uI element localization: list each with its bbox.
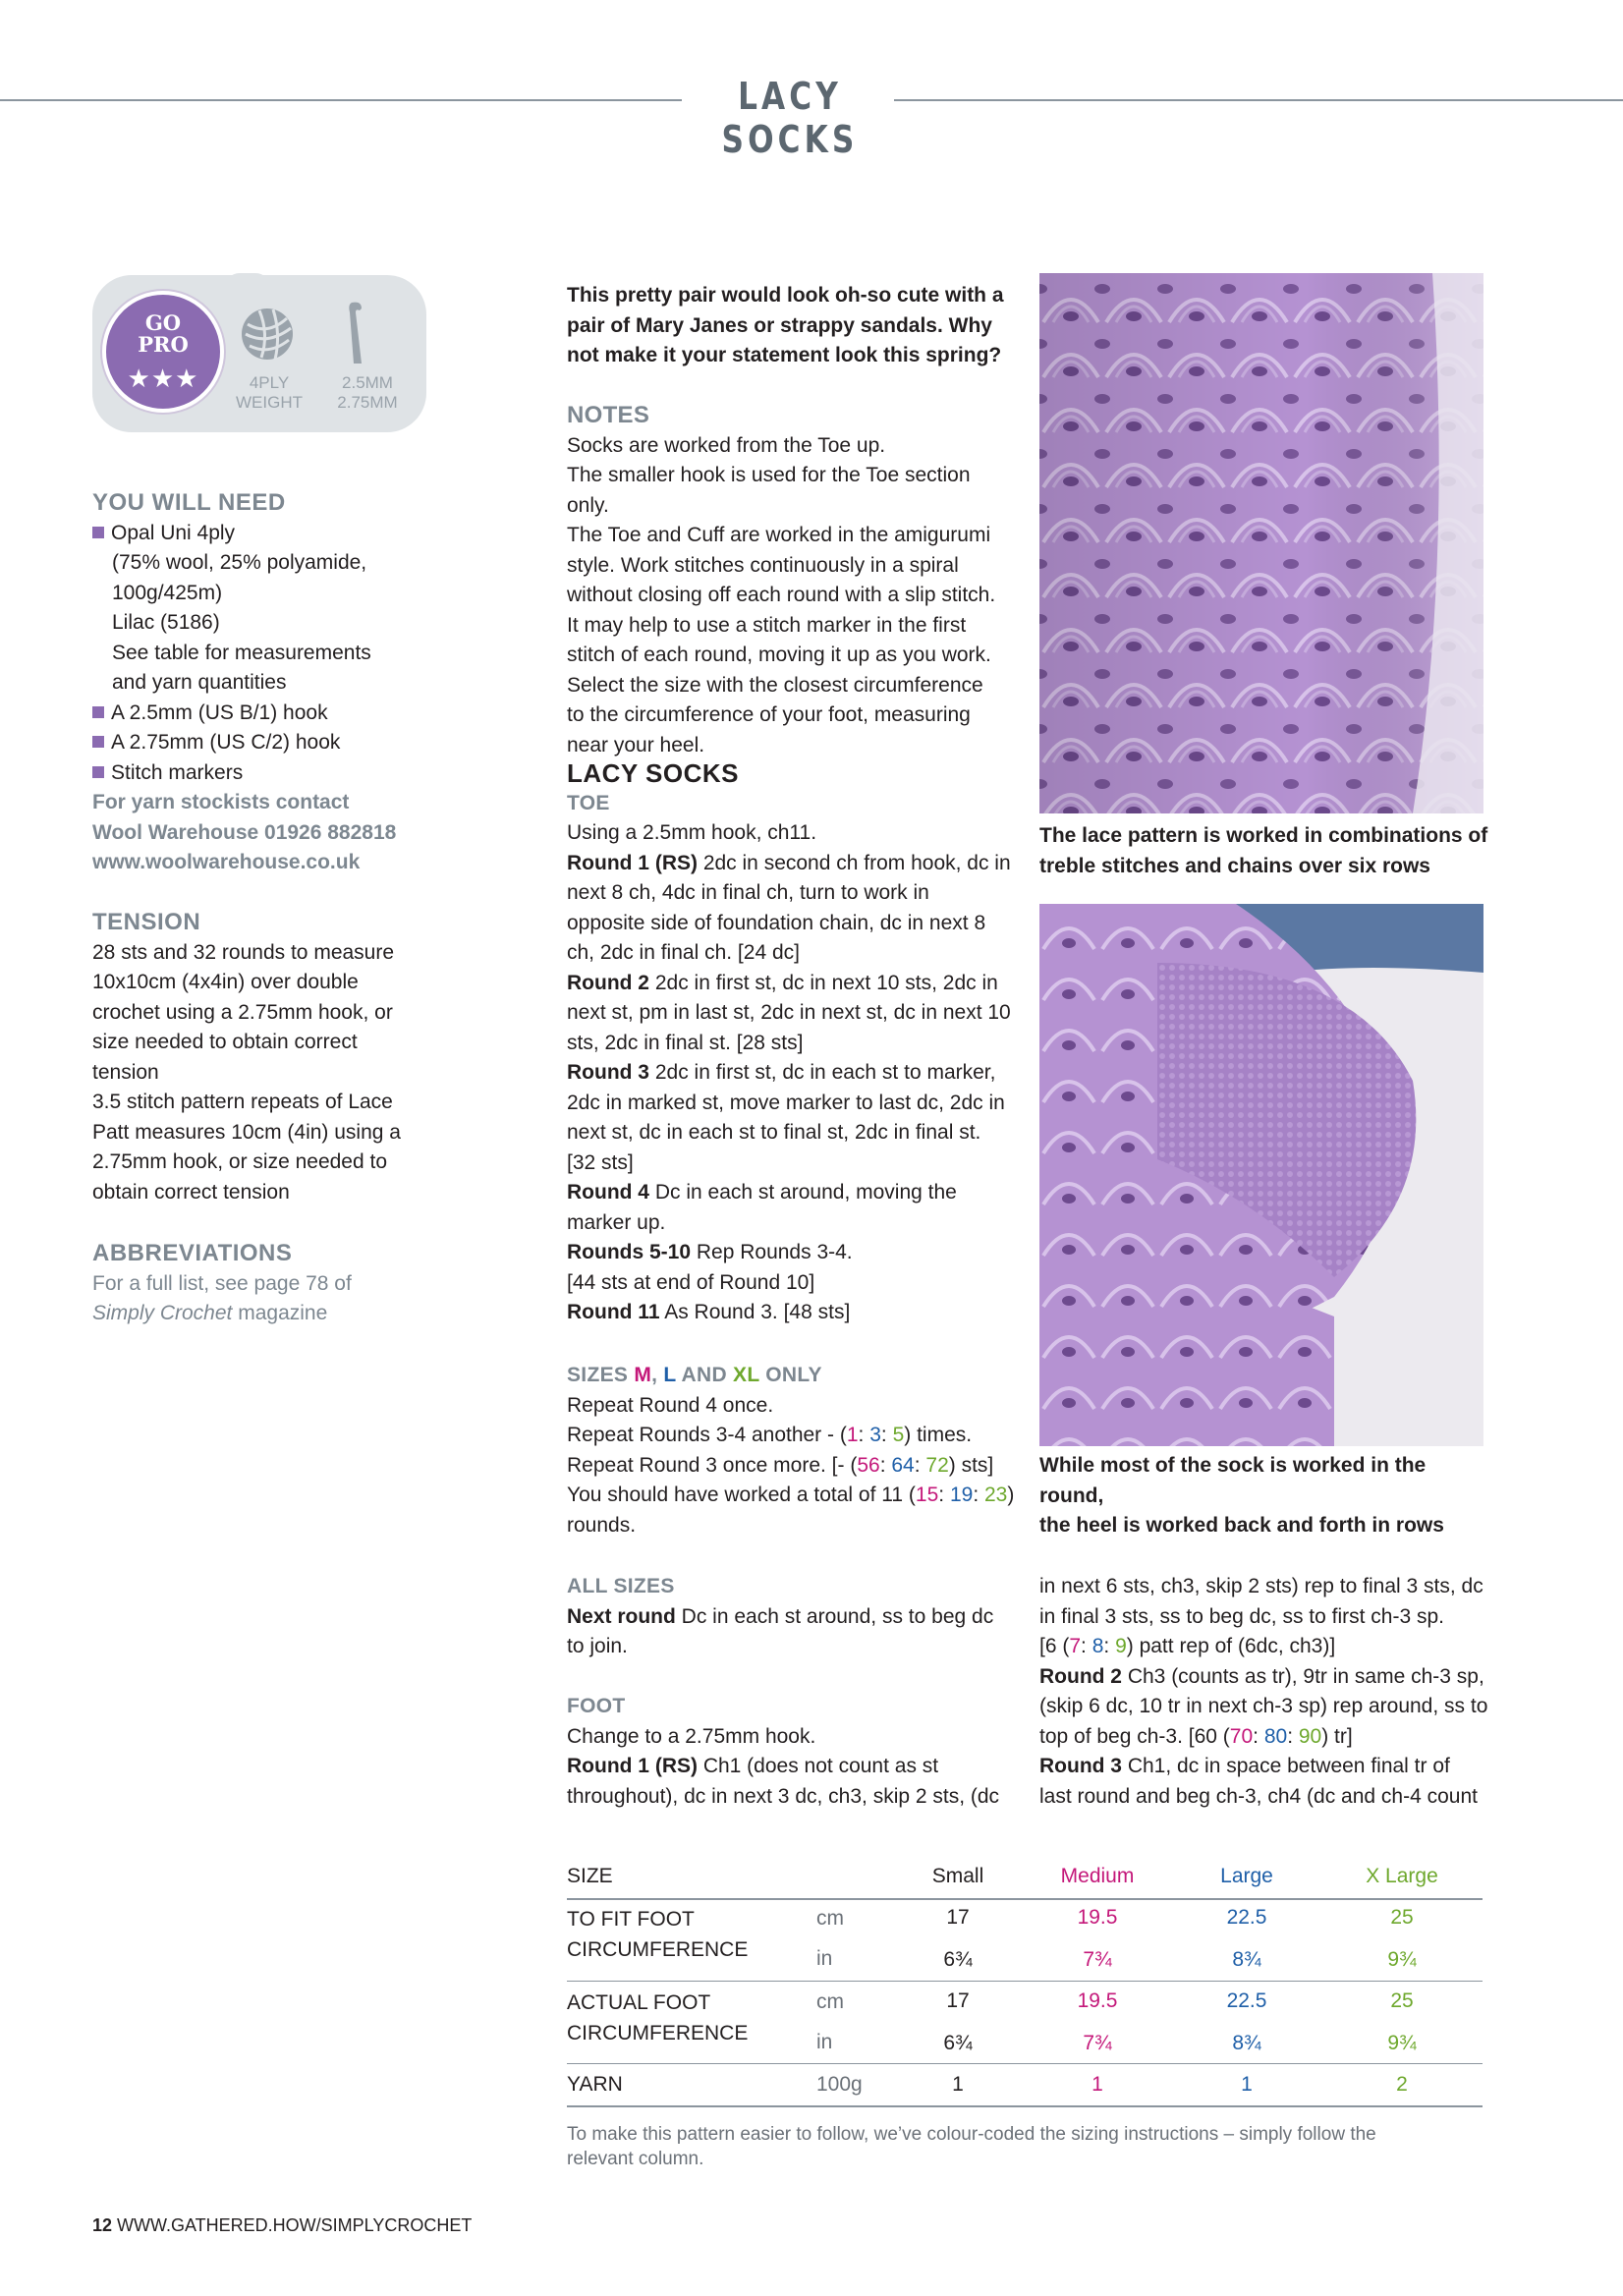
pattern-text: to join. bbox=[567, 1635, 628, 1657]
unit-label: cm bbox=[816, 1990, 844, 2013]
pattern-round bbox=[567, 1298, 1015, 1328]
list-item-detail: Lilac (5186) bbox=[112, 611, 220, 634]
pattern-text: in next 6 sts, ch3, skip 2 sts) rep to final 3 sts, dc bbox=[1039, 1575, 1483, 1597]
table-header-medium: Medium bbox=[1060, 1865, 1135, 1887]
list-item-text: Opal Uni 4ply bbox=[111, 521, 236, 544]
cell-medium: 19.5 bbox=[1077, 1989, 1118, 2012]
pattern-round bbox=[567, 849, 1015, 879]
caption-text: treble stitches and chains over six rows bbox=[1039, 854, 1430, 877]
round-label: Round 3 bbox=[567, 1061, 649, 1084]
row-label: CIRCUMFERENCE bbox=[567, 2022, 749, 2044]
notes-text: style. Work stitches continuously in a spiral bbox=[567, 553, 959, 577]
large-value: 8 bbox=[1091, 1635, 1104, 1657]
hook-size-line2: 2.75MM bbox=[337, 393, 398, 412]
notes-section bbox=[567, 401, 1015, 760]
text: [6 ( bbox=[1039, 1635, 1070, 1657]
stockists-phone: Wool Warehouse 01926 882818 bbox=[92, 820, 397, 844]
tension-text: obtain correct tension bbox=[92, 1180, 290, 1204]
pattern-round bbox=[567, 969, 1015, 999]
notes-text: Socks are worked from the Toe up. bbox=[567, 433, 886, 457]
stockists-line: For yarn stockists contact bbox=[92, 791, 350, 813]
medium-value: 7 bbox=[1069, 1635, 1082, 1657]
cell-medium: 7¾ bbox=[1083, 2032, 1112, 2054]
lace-sock-image bbox=[1039, 273, 1483, 813]
round-label: Round 1 (RS) bbox=[567, 851, 698, 874]
cell-small: 1 bbox=[952, 2073, 964, 2096]
sep: : bbox=[914, 1453, 926, 1477]
round-label: Round 4 bbox=[567, 1181, 649, 1204]
abbreviations-section bbox=[92, 1239, 426, 1329]
cell-small: 6¾ bbox=[943, 2032, 973, 2054]
text: ) tr] bbox=[1321, 1724, 1353, 1748]
text: Repeat Rounds 3-4 another - ( bbox=[567, 1424, 847, 1446]
skill-level-line2: PRO bbox=[138, 332, 189, 357]
large-value: 3 bbox=[869, 1424, 881, 1446]
table-rule bbox=[567, 1898, 1483, 1900]
list-item bbox=[92, 758, 426, 789]
tension-text: 2.75mm hook, or size needed to bbox=[92, 1150, 388, 1173]
text: ) bbox=[1007, 1484, 1015, 1506]
you-will-need-heading: YOU WILL NEED bbox=[92, 489, 286, 516]
photo2-caption bbox=[1039, 1451, 1491, 1541]
sizes-heading-pre: SIZES bbox=[567, 1364, 635, 1386]
yarn-ball-icon bbox=[240, 307, 295, 362]
pattern-text: next st, pm in last st, 2dc in next st, dc in next 10 bbox=[567, 1001, 1011, 1024]
sep: : bbox=[880, 1424, 893, 1446]
pattern-text bbox=[567, 1481, 1015, 1511]
sock-heel-photo bbox=[1039, 904, 1483, 1446]
skill-level-line1: GO bbox=[144, 310, 182, 335]
pattern-text: in final 3 sts, ss to beg dc, ss to first ch-3 sp. bbox=[1039, 1604, 1445, 1628]
text: ) sts] bbox=[948, 1453, 994, 1477]
tension-text: tension bbox=[92, 1060, 159, 1084]
caption-text: While most of the sock is worked in the round, bbox=[1039, 1454, 1427, 1507]
notes-heading: NOTES bbox=[567, 402, 650, 428]
cell-medium: 1 bbox=[1091, 2073, 1103, 2096]
pattern-text: throughout), dc in next 3 dc, ch3, skip 2 sts, (dc bbox=[567, 1784, 1000, 1808]
list-item-detail: 100g/425m) bbox=[112, 581, 223, 604]
size-xlarge-label: XL bbox=[733, 1364, 760, 1386]
notes-text: The smaller hook is used for the Toe section only. bbox=[567, 464, 971, 517]
table-header-large: Large bbox=[1220, 1865, 1273, 1887]
pattern-text: next st, dc in each st to final st, 2dc in final st. bbox=[567, 1121, 981, 1144]
notes-text: without closing off each round with a slip stitch. bbox=[567, 584, 996, 606]
round-label: Round 3 bbox=[1039, 1755, 1122, 1777]
pattern-round bbox=[1039, 1662, 1491, 1693]
text: You should have worked a total of 11 ( bbox=[567, 1484, 916, 1506]
pattern-round bbox=[1039, 1752, 1491, 1782]
intro-text: This pretty pair would look oh-so cute with a bbox=[567, 284, 1004, 307]
table-rule bbox=[567, 2105, 1483, 2107]
cell-xlarge: 9¾ bbox=[1387, 2032, 1417, 2054]
pattern-text: next 8 ch, 4dc in final ch, turn to work in bbox=[567, 881, 929, 904]
pattern-text: [44 sts at end of Round 10] bbox=[567, 1270, 815, 1294]
unit-label: in bbox=[816, 1947, 833, 1970]
intro-section bbox=[567, 281, 1015, 371]
tension-text: size needed to obtain correct bbox=[92, 1031, 358, 1053]
text: ) times. bbox=[904, 1424, 973, 1446]
row-label: ACTUAL FOOT bbox=[567, 1991, 711, 2014]
sock-lace-photo bbox=[1039, 273, 1483, 813]
sep: : bbox=[1081, 1635, 1092, 1657]
pattern-text: opposite side of foundation chain, dc in next 8 bbox=[567, 911, 986, 934]
sep: : bbox=[938, 1484, 950, 1506]
table-header-xlarge: X Large bbox=[1366, 1865, 1438, 1887]
notes-text: to the circumference of your foot, measuring bbox=[567, 703, 971, 726]
sep: : bbox=[1253, 1724, 1264, 1748]
yarn-weight-line2: WEIGHT bbox=[236, 393, 303, 412]
footer-url[interactable]: WWW.GATHERED.HOW/SIMPLYCROCHET bbox=[112, 2215, 473, 2235]
cell-large: 22.5 bbox=[1226, 1906, 1267, 1929]
section-heading: LACY SOCKS bbox=[567, 758, 739, 788]
table-note-text: relevant column. bbox=[567, 2149, 704, 2169]
yarn-weight-line1: 4PLY bbox=[249, 373, 290, 392]
cell-xlarge: 2 bbox=[1396, 2073, 1408, 2096]
pattern-round bbox=[567, 1752, 1015, 1782]
round-text: Rep Rounds 3-4. bbox=[691, 1241, 853, 1263]
round-text: As Round 3. [48 sts] bbox=[659, 1301, 851, 1323]
round-text: 2dc in first st, dc in next 10 sts, 2dc in bbox=[649, 971, 998, 994]
tension-section bbox=[92, 908, 426, 1207]
pattern-round bbox=[567, 1238, 1015, 1268]
pattern-text: (skip 6 dc, 10 tr in next ch-3 sp) rep around, ss to bbox=[1039, 1695, 1488, 1717]
medium-value: 70 bbox=[1229, 1724, 1254, 1748]
round-text: Dc in each st around, moving the bbox=[649, 1181, 957, 1204]
cell-small: 6¾ bbox=[943, 1948, 973, 1971]
all-sizes-heading: ALL SIZES bbox=[567, 1575, 675, 1597]
notes-text: near your heel. bbox=[567, 733, 705, 756]
magazine-title: Simply Crochet bbox=[92, 1302, 233, 1324]
large-value: 19 bbox=[949, 1484, 974, 1506]
sep: : bbox=[973, 1484, 984, 1506]
cell-medium: 19.5 bbox=[1077, 1906, 1118, 1929]
list-item-text: Stitch markers bbox=[111, 760, 244, 784]
page-footer bbox=[92, 2215, 472, 2236]
pattern-text: Change to a 2.75mm hook. bbox=[567, 1724, 816, 1748]
intro-text: not make it your statement look this spring? bbox=[567, 344, 1002, 366]
pattern-text: last round and beg ch-3, ch4 (dc and ch-4 count bbox=[1039, 1784, 1478, 1808]
cell-large: 1 bbox=[1241, 2073, 1253, 2096]
pattern-text bbox=[1039, 1722, 1491, 1753]
bullet-square-icon bbox=[92, 766, 104, 778]
table-header-size: SIZE bbox=[567, 1865, 613, 1887]
round-text: Ch1 (does not count as st bbox=[697, 1755, 939, 1777]
tension-text: 3.5 stitch pattern repeats of Lace bbox=[92, 1091, 393, 1113]
list-item-detail: (75% wool, 25% polyamide, bbox=[112, 551, 367, 574]
large-value: 64 bbox=[891, 1453, 915, 1477]
page-title: LACY SOCKS bbox=[721, 75, 859, 161]
sizes-heading-post: ONLY bbox=[759, 1364, 822, 1386]
text: Repeat Round 3 once more. [- ( bbox=[567, 1453, 858, 1477]
foot-heading: FOOT bbox=[567, 1695, 626, 1717]
tension-text: 28 sts and 32 rounds to measure bbox=[92, 940, 395, 964]
sep: : bbox=[1103, 1635, 1116, 1657]
table-rule bbox=[567, 1981, 1483, 1982]
foot-continued-section bbox=[1039, 1572, 1491, 1812]
row-label: CIRCUMFERENCE bbox=[567, 1938, 749, 1961]
hook-size-label bbox=[320, 373, 415, 413]
pattern-round bbox=[567, 1178, 1015, 1208]
page-number: 12 bbox=[92, 2215, 113, 2235]
list-item bbox=[92, 519, 426, 549]
pattern-round bbox=[567, 1602, 1015, 1633]
skill-stars: ★★★ bbox=[127, 364, 199, 393]
caption-text: the heel is worked back and forth in rows bbox=[1039, 1514, 1444, 1537]
bullet-square-icon bbox=[92, 736, 104, 748]
table-note bbox=[567, 2122, 1483, 2171]
sizes-heading-sep: , bbox=[651, 1364, 664, 1386]
list-item-detail: and yarn quantities bbox=[112, 671, 287, 694]
pattern-text bbox=[567, 1421, 1015, 1451]
list-item bbox=[92, 699, 426, 729]
caption-text: The lace pattern is worked in combinations of bbox=[1039, 824, 1488, 847]
pattern-text bbox=[567, 1451, 1015, 1482]
pattern-text: rounds. bbox=[567, 1513, 637, 1537]
unit-label: in bbox=[816, 2031, 833, 2053]
tension-text: crochet using a 2.75mm hook, or bbox=[92, 1000, 393, 1024]
table-note-text: To make this pattern easier to follow, we’ve colour-coded the sizing instructions – simply follow the bbox=[567, 2124, 1376, 2145]
text: top of beg ch-3. [60 ( bbox=[1039, 1724, 1230, 1748]
medium-value: 1 bbox=[846, 1424, 859, 1446]
pattern-text: sts, 2dc in final st. [28 sts] bbox=[567, 1031, 804, 1054]
cell-small: 17 bbox=[946, 1906, 970, 1929]
sep: : bbox=[1287, 1724, 1299, 1748]
xlarge-value: 5 bbox=[892, 1424, 905, 1446]
round-text: 2dc in second ch from hook, dc in bbox=[697, 851, 1011, 874]
notes-text: It may help to use a stitch marker in the first bbox=[567, 613, 967, 637]
pattern-text: Repeat Round 4 once. bbox=[567, 1393, 774, 1417]
size-medium-label: M bbox=[634, 1364, 652, 1386]
you-will-need-section bbox=[92, 488, 426, 878]
round-label: Rounds 5-10 bbox=[567, 1241, 692, 1263]
heel-sock-image bbox=[1039, 904, 1483, 1446]
pattern-text bbox=[1039, 1632, 1491, 1662]
notes-text: Select the size with the closest circumference bbox=[567, 673, 983, 697]
tension-text: Patt measures 10cm (4in) using a bbox=[92, 1120, 401, 1144]
round-text: 2dc in first st, dc in each st to marker, bbox=[649, 1061, 996, 1084]
stockists-link[interactable]: www.woolwarehouse.co.uk bbox=[92, 851, 361, 873]
round-label: Round 11 bbox=[567, 1301, 660, 1323]
cell-xlarge: 25 bbox=[1390, 1989, 1414, 2012]
abbreviations-text bbox=[92, 1299, 426, 1329]
large-value: 80 bbox=[1263, 1724, 1288, 1748]
skill-level-badge bbox=[102, 291, 224, 413]
round-text: Ch3 (counts as tr), 9tr in same ch-3 sp, bbox=[1122, 1664, 1484, 1688]
sizes-heading-and: AND bbox=[676, 1364, 734, 1386]
photo1-caption bbox=[1039, 821, 1491, 881]
tension-heading: TENSION bbox=[92, 909, 201, 935]
xlarge-value: 72 bbox=[925, 1453, 949, 1477]
foot-section bbox=[567, 1692, 1015, 1812]
xlarge-value: 9 bbox=[1115, 1635, 1127, 1657]
row-label: YARN bbox=[567, 2073, 623, 2096]
medium-value: 15 bbox=[915, 1484, 939, 1506]
xlarge-value: 23 bbox=[983, 1484, 1008, 1506]
round-label: Round 2 bbox=[567, 971, 649, 994]
hook-size-line1: 2.5MM bbox=[342, 373, 393, 392]
tension-text: 10x10cm (4x4in) over double bbox=[92, 971, 359, 993]
yarn-weight-label bbox=[222, 373, 316, 413]
table-rule bbox=[567, 2063, 1483, 2064]
cell-large: 22.5 bbox=[1226, 1989, 1267, 2012]
text: ) patt rep of (6dc, ch3)] bbox=[1126, 1635, 1336, 1657]
lacy-socks-section bbox=[567, 758, 1015, 1328]
sep: : bbox=[879, 1453, 892, 1477]
pattern-text: [32 sts] bbox=[567, 1150, 634, 1174]
header-rule-right bbox=[894, 99, 1623, 101]
all-sizes-section bbox=[567, 1572, 1015, 1662]
pattern-round bbox=[567, 1058, 1015, 1089]
pattern-text: ch, 2dc in final ch. [24 dc] bbox=[567, 941, 800, 964]
sep: : bbox=[858, 1424, 870, 1446]
round-text: Dc in each st around, ss to beg dc bbox=[675, 1604, 994, 1628]
size-large-label: L bbox=[663, 1364, 677, 1386]
round-label: Round 1 (RS) bbox=[567, 1755, 698, 1777]
cell-small: 17 bbox=[946, 1989, 970, 2012]
pattern-text: 2dc in marked st, move marker to last dc, 2dc in bbox=[567, 1091, 1005, 1114]
cell-xlarge: 9¾ bbox=[1387, 1948, 1417, 1971]
cell-large: 8¾ bbox=[1232, 1948, 1261, 1971]
bullet-square-icon bbox=[92, 527, 104, 538]
pattern-text: Using a 2.5mm hook, ch11. bbox=[567, 821, 817, 844]
list-item-text: A 2.75mm (US C/2) hook bbox=[111, 731, 341, 754]
notes-text: The Toe and Cuff are worked in the amigurumi bbox=[567, 524, 991, 546]
table-header-small: Small bbox=[931, 1865, 984, 1887]
abbreviations-text-rest: magazine bbox=[232, 1302, 328, 1324]
cell-large: 8¾ bbox=[1232, 2032, 1261, 2054]
sizes-heading bbox=[567, 1361, 1015, 1391]
pattern-text: marker up. bbox=[567, 1210, 666, 1234]
unit-label: 100g bbox=[816, 2073, 863, 2096]
xlarge-value: 90 bbox=[1298, 1724, 1322, 1748]
list-item-text: A 2.5mm (US B/1) hook bbox=[111, 700, 328, 724]
sizes-section bbox=[567, 1361, 1015, 1540]
round-text: Ch1, dc in space between final tr of bbox=[1122, 1755, 1450, 1777]
bullet-square-icon bbox=[92, 706, 104, 718]
row-label: TO FIT FOOT bbox=[567, 1908, 695, 1931]
medium-value: 56 bbox=[857, 1453, 880, 1477]
list-item-detail: See table for measurements bbox=[112, 641, 371, 664]
round-label: Round 2 bbox=[1039, 1664, 1122, 1688]
intro-text: pair of Mary Janes or strappy sandals. Why bbox=[567, 313, 992, 337]
list-item bbox=[92, 728, 426, 758]
toe-heading: TOE bbox=[567, 791, 610, 814]
round-label: Next round bbox=[567, 1604, 676, 1628]
cell-medium: 7¾ bbox=[1083, 1948, 1112, 1971]
cell-xlarge: 25 bbox=[1390, 1906, 1414, 1929]
unit-label: cm bbox=[816, 1907, 844, 1930]
abbreviations-text: For a full list, see page 78 of bbox=[92, 1271, 352, 1295]
crochet-hook-icon bbox=[342, 301, 371, 365]
abbreviations-heading: ABBREVIATIONS bbox=[92, 1240, 293, 1266]
header-rule-left bbox=[0, 99, 682, 101]
notes-text: stitch of each round, moving it up as you work. bbox=[567, 644, 991, 666]
